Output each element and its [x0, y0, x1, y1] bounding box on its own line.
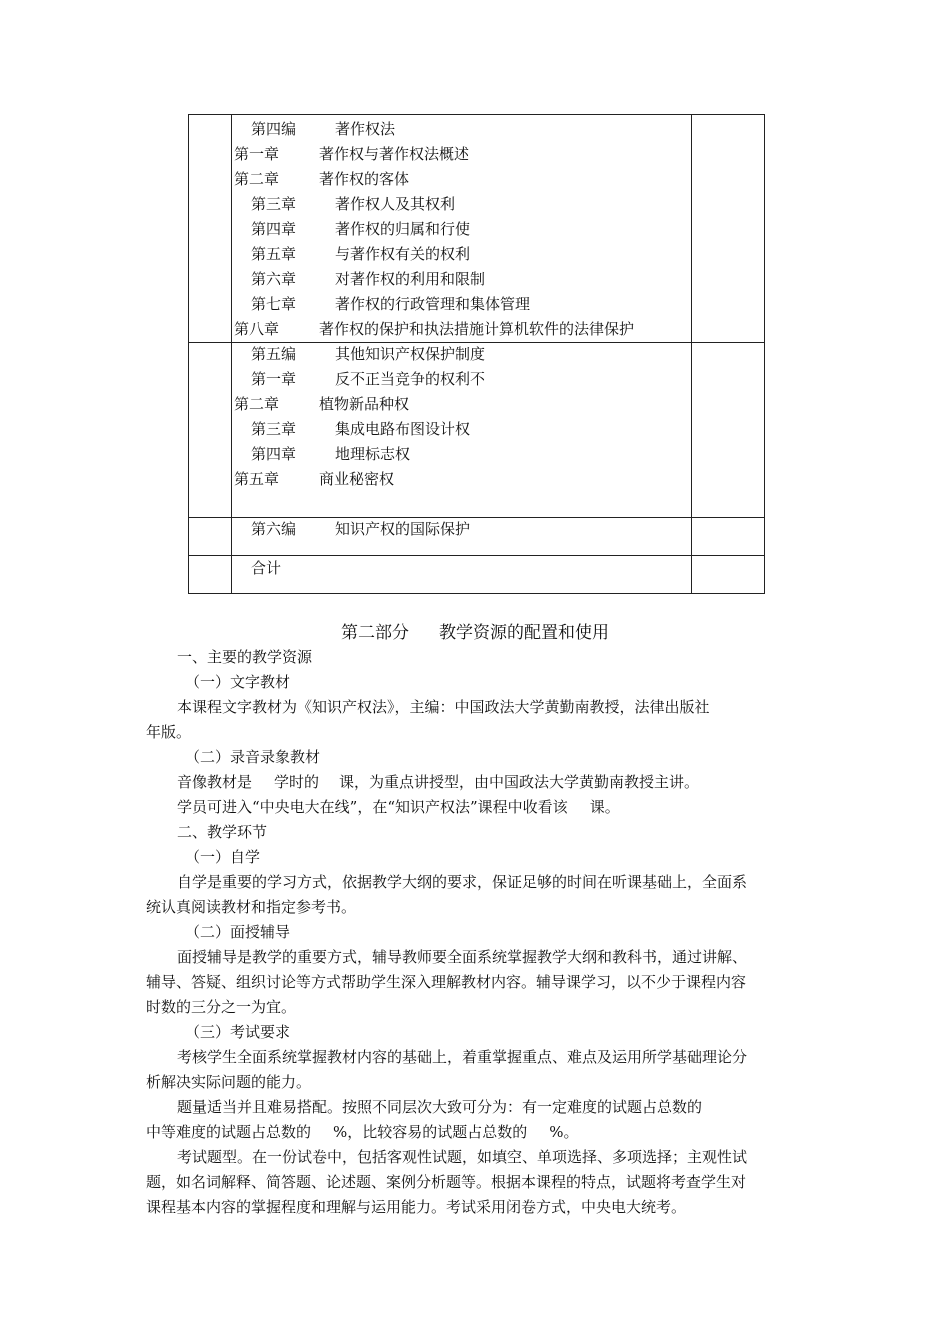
chapter-number: 第五编 [251, 345, 297, 363]
paragraph-line [146, 1120, 816, 1145]
text-fragment: 课，为重点讲授型，由中国政法大学黄勤南教授主讲。 [339, 773, 700, 791]
chapter-title: 著作权的归属和行使 [335, 220, 471, 238]
chapter-number: 第三章 [251, 420, 297, 438]
paragraph-line: 本课程文字教材为《知识产权法》，主编：中国政法大学黄勤南教授，法律出版社 [177, 698, 710, 716]
heading-title: 教学资源的配置和使用 [439, 623, 609, 643]
chapter-title: 知识产权的国际保护 [335, 520, 471, 538]
paragraph-line: 题，如名词解释、简答题、论述题、案例分析题等。根据本课程的特点，试题将考查学生对 [146, 1173, 747, 1191]
body-text [146, 645, 816, 1220]
subheading-av-materials: （二）录音录象教材 [185, 748, 321, 766]
table-line [251, 445, 410, 463]
chapter-number: 第三章 [251, 195, 297, 213]
table-line [251, 195, 455, 213]
chapter-title: 商业秘密权 [319, 470, 395, 488]
paragraph-line [146, 770, 816, 795]
chapter-title: 地理标志权 [335, 445, 411, 463]
table-line [251, 559, 335, 577]
paragraph-line: 统认真阅读教材和指定参考书。 [146, 898, 357, 916]
chapter-title: 反不正当竞争的权利不 [335, 370, 486, 388]
subheading-exam-requirements: （三）考试要求 [185, 1023, 291, 1041]
table-line [251, 420, 470, 438]
paragraph-line [146, 795, 816, 820]
chapter-number: 合计 [251, 559, 282, 577]
paragraph-line: 面授辅导是教学的重要方式，辅导教师要全面系统掌握教学大纲和教科书，通过讲解、 [177, 948, 748, 966]
chapter-title: 集成电路布图设计权 [335, 420, 471, 438]
text-fragment: 中等难度的试题占总数的 [146, 1123, 312, 1141]
chapter-number: 第四编 [251, 120, 297, 138]
chapter-number: 第一章 [234, 145, 280, 163]
table-row-divider [189, 517, 764, 518]
chapter-number: 第五章 [251, 245, 297, 263]
table-line [251, 520, 470, 538]
chapter-number: 第八章 [234, 320, 280, 338]
table-line [234, 320, 634, 338]
chapter-number: 第五章 [234, 470, 280, 488]
chapter-title: 著作权的行政管理和集体管理 [335, 295, 531, 313]
chapter-number: 第一章 [251, 370, 297, 388]
table-line [251, 295, 530, 313]
table-row-divider [189, 342, 764, 343]
chapter-number: 第二章 [234, 170, 280, 188]
chapter-title: 对著作权的利用和限制 [335, 270, 486, 288]
table-line [234, 145, 469, 163]
chapter-title: 著作权人及其权利 [335, 195, 456, 213]
text-fragment: 音像教材是 [177, 773, 253, 791]
chapter-number: 第六章 [251, 270, 297, 288]
paragraph-line: 时数的三分之一为宜。 [146, 998, 297, 1016]
chapter-number: 第四章 [251, 445, 297, 463]
heading-main-resources: 一、主要的教学资源 [177, 648, 313, 666]
table-line [251, 370, 485, 388]
chapter-title: 其他知识产权保护制度 [335, 345, 486, 363]
chapter-title: 著作权与著作权法概述 [319, 145, 470, 163]
heading-teaching-process: 二、教学环节 [177, 823, 268, 841]
chapter-number: 第六编 [251, 520, 297, 538]
section-heading [0, 618, 950, 643]
chapter-title: 著作权的保护和执法措施计算机软件的法律保护 [319, 320, 635, 338]
table-line [251, 345, 485, 363]
chapter-title: 著作权法 [335, 120, 396, 138]
paragraph-line: 年版。 [146, 723, 192, 741]
subheading-tutoring: （二）面授辅导 [185, 923, 291, 941]
paragraph-line: 辅导、答疑、组织讨论等方式帮助学生深入理解教材内容。辅导课学习，以不少于课程内容 [146, 973, 747, 991]
text-fragment: 学员可进入“中央电大在线”，在“知识产权法”课程中收看该 [177, 798, 568, 816]
table-line [234, 170, 409, 188]
table-line [234, 395, 409, 413]
text-fragment: 学时的 [274, 773, 320, 791]
paragraph-line: 自学是重要的学习方式，依据教学大纲的要求，保证足够的时间在听课基础上，全面系 [177, 873, 748, 891]
table-column-divider-right [691, 115, 692, 593]
chapter-title: 植物新品种权 [319, 395, 410, 413]
heading-part-label: 第二部分 [341, 623, 409, 643]
chapter-number: 第七章 [251, 295, 297, 313]
chapter-title: 与著作权有关的权利 [335, 245, 471, 263]
paragraph-line: 课程基本内容的掌握程度和理解与运用能力。考试采用闭卷方式，中央电大统考。 [146, 1198, 687, 1216]
subheading-text-materials: （一）文字教材 [185, 673, 291, 691]
text-fragment: 课。 [589, 798, 620, 816]
table-column-divider-left [231, 115, 232, 593]
chapter-number: 第四章 [251, 220, 297, 238]
table-row-divider [189, 555, 764, 556]
table-line [251, 220, 470, 238]
paragraph-line: 考试题型。在一份试卷中，包括客观性试题，如填空、单项选择、多项选择；主观性试 [177, 1148, 748, 1166]
subheading-self-study: （一）自学 [185, 848, 261, 866]
text-fragment: %。 [549, 1123, 579, 1141]
chapter-title: 著作权的客体 [319, 170, 410, 188]
table-line [251, 120, 395, 138]
chapter-number: 第二章 [234, 395, 280, 413]
table-line [251, 270, 485, 288]
text-fragment: %，比较容易的试题占总数的 [333, 1123, 528, 1141]
table-line [234, 470, 394, 488]
table-line [251, 245, 470, 263]
paragraph-line: 析解决实际问题的能力。 [146, 1073, 312, 1091]
paragraph-line: 考核学生全面系统掌握教材内容的基础上，着重掌握重点、难点及运用所学基础理论分 [177, 1048, 748, 1066]
paragraph-line: 题量适当并且难易搭配。按照不同层次大致可分为：有一定难度的试题占总数的 [177, 1098, 703, 1116]
